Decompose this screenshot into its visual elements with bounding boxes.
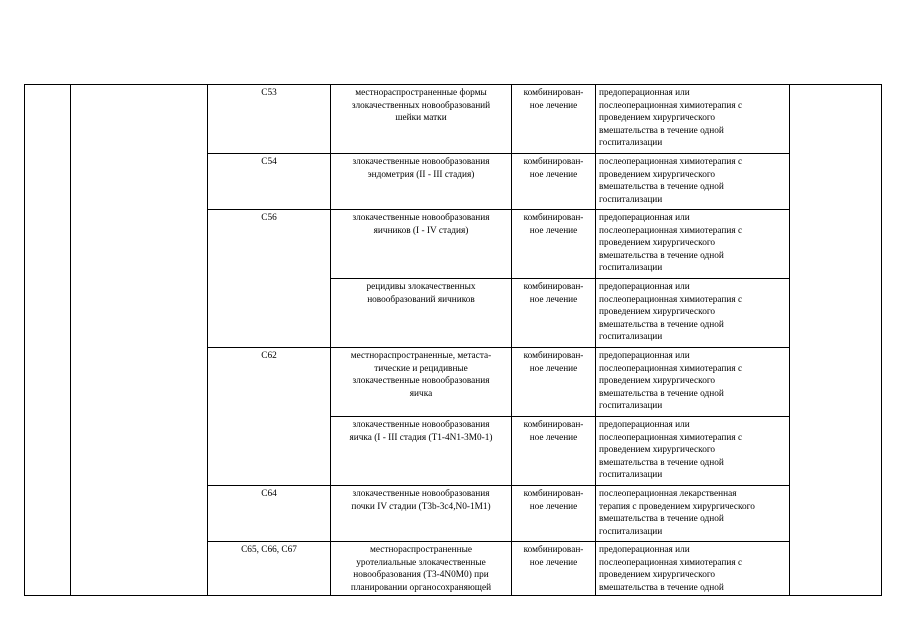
treatment-method-cell: предоперационная или послеоперационная химиотерапия с проведением хирургического вмешательства в течение одной госпитализации [596, 85, 790, 154]
diagnosis-cell: рецидивы злокачественных новообразований яичников [331, 279, 512, 348]
treatment-method-cell: предоперационная или послеоперационная химиотерапия с проведением хирургического вмешательства в течение одной госпитализации [596, 279, 790, 348]
treatment-type-cell: комбинирован- ное лечение [512, 210, 596, 279]
treatment-table [24, 84, 882, 596]
table-row [25, 85, 882, 154]
code-cell: C62 [208, 348, 331, 486]
treatment-method-cell: послеоперационная химиотерапия с проведением хирургического вмешательства в течение одной госпитализации [596, 154, 790, 210]
treatment-type-cell: комбинирован- ное лечение [512, 85, 596, 154]
diagnosis-cell: злокачественные новообразования яичников (I - IV стадия) [331, 210, 512, 279]
treatment-method-cell: предоперационная или послеоперационная химиотерапия с проведением хирургического вмешательства в течение одной госпитализации [596, 417, 790, 486]
treatment-type-cell: комбинирован- ное лечение [512, 154, 596, 210]
code-cell: C54 [208, 154, 331, 210]
empty-cell-number [25, 85, 71, 596]
code-cell: C65, C66, C67 [208, 542, 331, 596]
diagnosis-cell: местнораспространенные уротелиальные злокачественные новообразования (T3-4N0M0) при планировании органосохраняющей [331, 542, 512, 596]
treatment-type-cell: комбинирован- ное лечение [512, 279, 596, 348]
diagnosis-cell: злокачественные новообразования почки IV стадии (T3b-3c4,N0-1M1) [331, 486, 512, 542]
diagnosis-cell: злокачественные новообразования эндометрия (II - III стадия) [331, 154, 512, 210]
treatment-method-cell: предоперационная или послеоперационная химиотерапия с проведением хирургического вмешательства в течение одной [596, 542, 790, 596]
treatment-type-cell: комбинирован- ное лечение [512, 486, 596, 542]
code-cell: C64 [208, 486, 331, 542]
empty-cell-group [71, 85, 208, 596]
treatment-method-cell: предоперационная или послеоперационная химиотерапия с проведением хирургического вмешательства в течение одной госпитализации [596, 348, 790, 417]
treatment-method-cell: послеоперационная лекарственная терапия с проведением хирургического вмешательства в течение одной госпитализации [596, 486, 790, 542]
treatment-type-cell: комбинирован- ное лечение [512, 542, 596, 596]
treatment-type-cell: комбинирован- ное лечение [512, 348, 596, 417]
treatment-type-cell: комбинирован- ное лечение [512, 417, 596, 486]
code-cell: C53 [208, 85, 331, 154]
diagnosis-cell: местнораспространенные формы злокачественных новообразований шейки матки [331, 85, 512, 154]
treatment-method-cell: предоперационная или послеоперационная химиотерапия с проведением хирургического вмешательства в течение одной госпитализации [596, 210, 790, 279]
code-cell: C56 [208, 210, 331, 348]
diagnosis-cell: злокачественные новообразования яичка (I - III стадия (T1-4N1-3M0-1) [331, 417, 512, 486]
diagnosis-cell: местнораспространенные, метаста- тические и рецидивные злокачественные новообразования яичка [331, 348, 512, 417]
empty-cell-last [790, 85, 882, 596]
